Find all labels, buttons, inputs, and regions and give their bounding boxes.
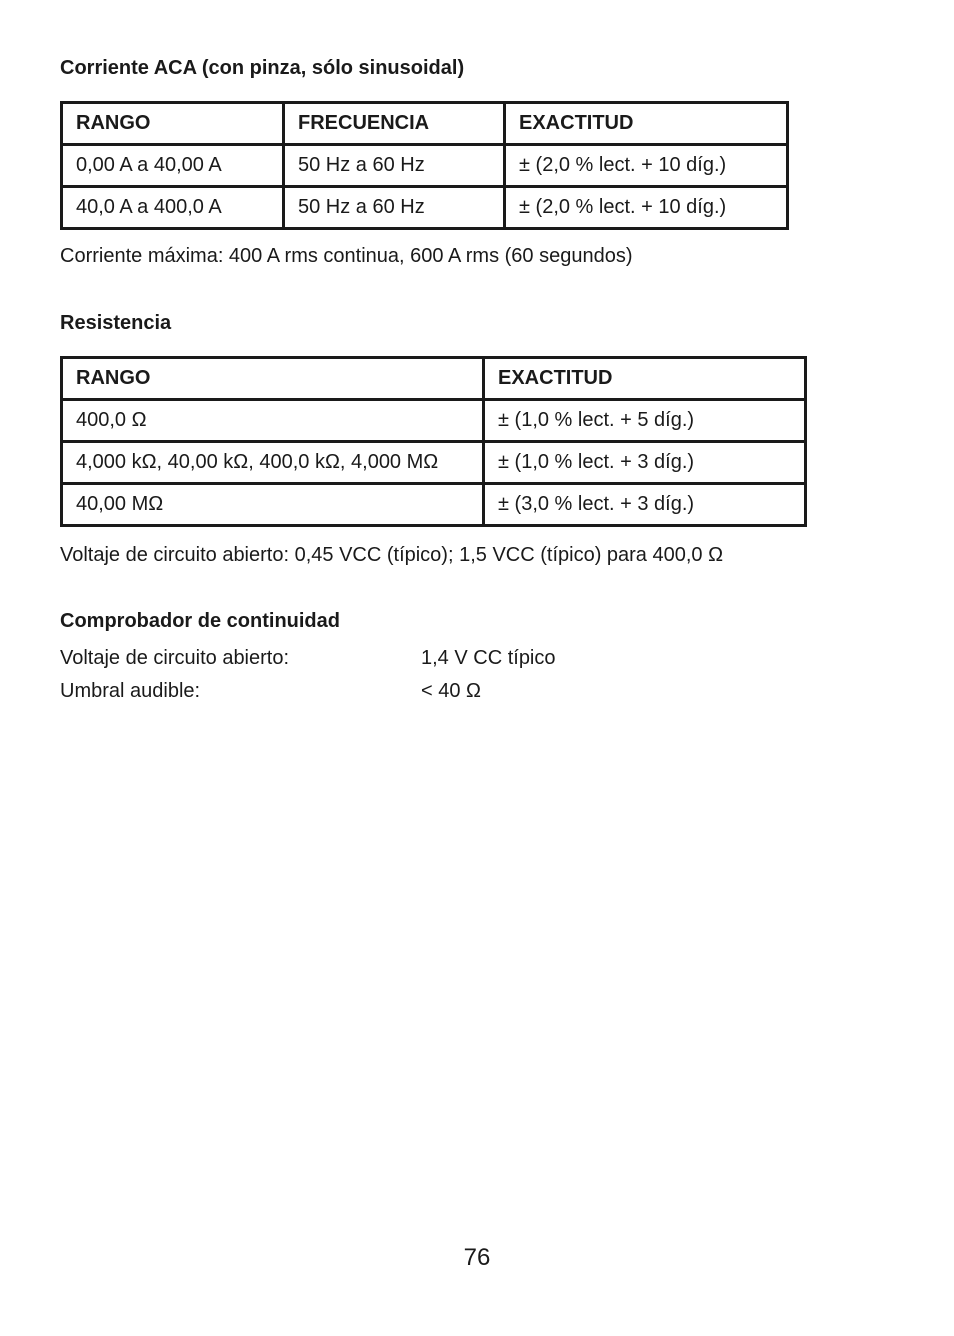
cell-range: 40,00 MΩ (62, 484, 484, 526)
cell-frequency: 50 Hz a 60 Hz (284, 187, 505, 229)
spec-label: Voltaje de circuito abierto: (60, 647, 290, 669)
resistance-open-circuit-note: Voltaje de circuito abierto: 0,45 VCC (típico); 1,5 VCC (típico) para 400,0 Ω (60, 544, 724, 566)
aca-spec-table (60, 101, 789, 230)
table-row (62, 442, 806, 484)
continuity-threshold-row (60, 680, 481, 703)
cell-range: 0,00 A a 40,00 A (62, 145, 284, 187)
resistance-spec-table (60, 356, 807, 527)
table-header-row (62, 103, 788, 145)
spec-label: Umbral audible: (60, 680, 201, 702)
cell-frequency: 50 Hz a 60 Hz (284, 145, 505, 187)
cell-range: 4,000 kΩ, 40,00 kΩ, 400,0 kΩ, 4,000 MΩ (62, 442, 484, 484)
cell-accuracy: ± (2,0 % lect. + 10 díg.) (505, 187, 788, 229)
column-header-range: RANGO (62, 358, 484, 400)
column-header-frequency: FRECUENCIA (284, 103, 505, 145)
aca-section-title: Corriente ACA (con pinza, sólo sinusoidal) (60, 57, 465, 79)
spec-value: < 40 Ω (421, 680, 481, 702)
resistance-section-title: Resistencia (60, 312, 172, 334)
table-row (62, 484, 806, 526)
cell-accuracy: ± (2,0 % lect. + 10 díg.) (505, 145, 788, 187)
column-header-accuracy: EXACTITUD (505, 103, 788, 145)
aca-max-current-note: Corriente máxima: 400 A rms continua, 600 A rms (60 segundos) (60, 245, 633, 267)
cell-range: 400,0 Ω (62, 400, 484, 442)
column-header-range: RANGO (62, 103, 284, 145)
table-row (62, 400, 806, 442)
cell-accuracy: ± (1,0 % lect. + 5 díg.) (484, 400, 806, 442)
cell-accuracy: ± (1,0 % lect. + 3 díg.) (484, 442, 806, 484)
cell-range: 40,0 A a 400,0 A (62, 187, 284, 229)
page-number: 76 (463, 1244, 491, 1271)
table-row (62, 187, 788, 229)
table-row (62, 145, 788, 187)
cell-accuracy: ± (3,0 % lect. + 3 díg.) (484, 484, 806, 526)
table-header-row (62, 358, 806, 400)
continuity-open-circuit-row (60, 647, 556, 670)
spec-value: 1,4 V CC típico (421, 647, 556, 669)
continuity-section-title: Comprobador de continuidad (60, 610, 340, 632)
column-header-accuracy: EXACTITUD (484, 358, 806, 400)
